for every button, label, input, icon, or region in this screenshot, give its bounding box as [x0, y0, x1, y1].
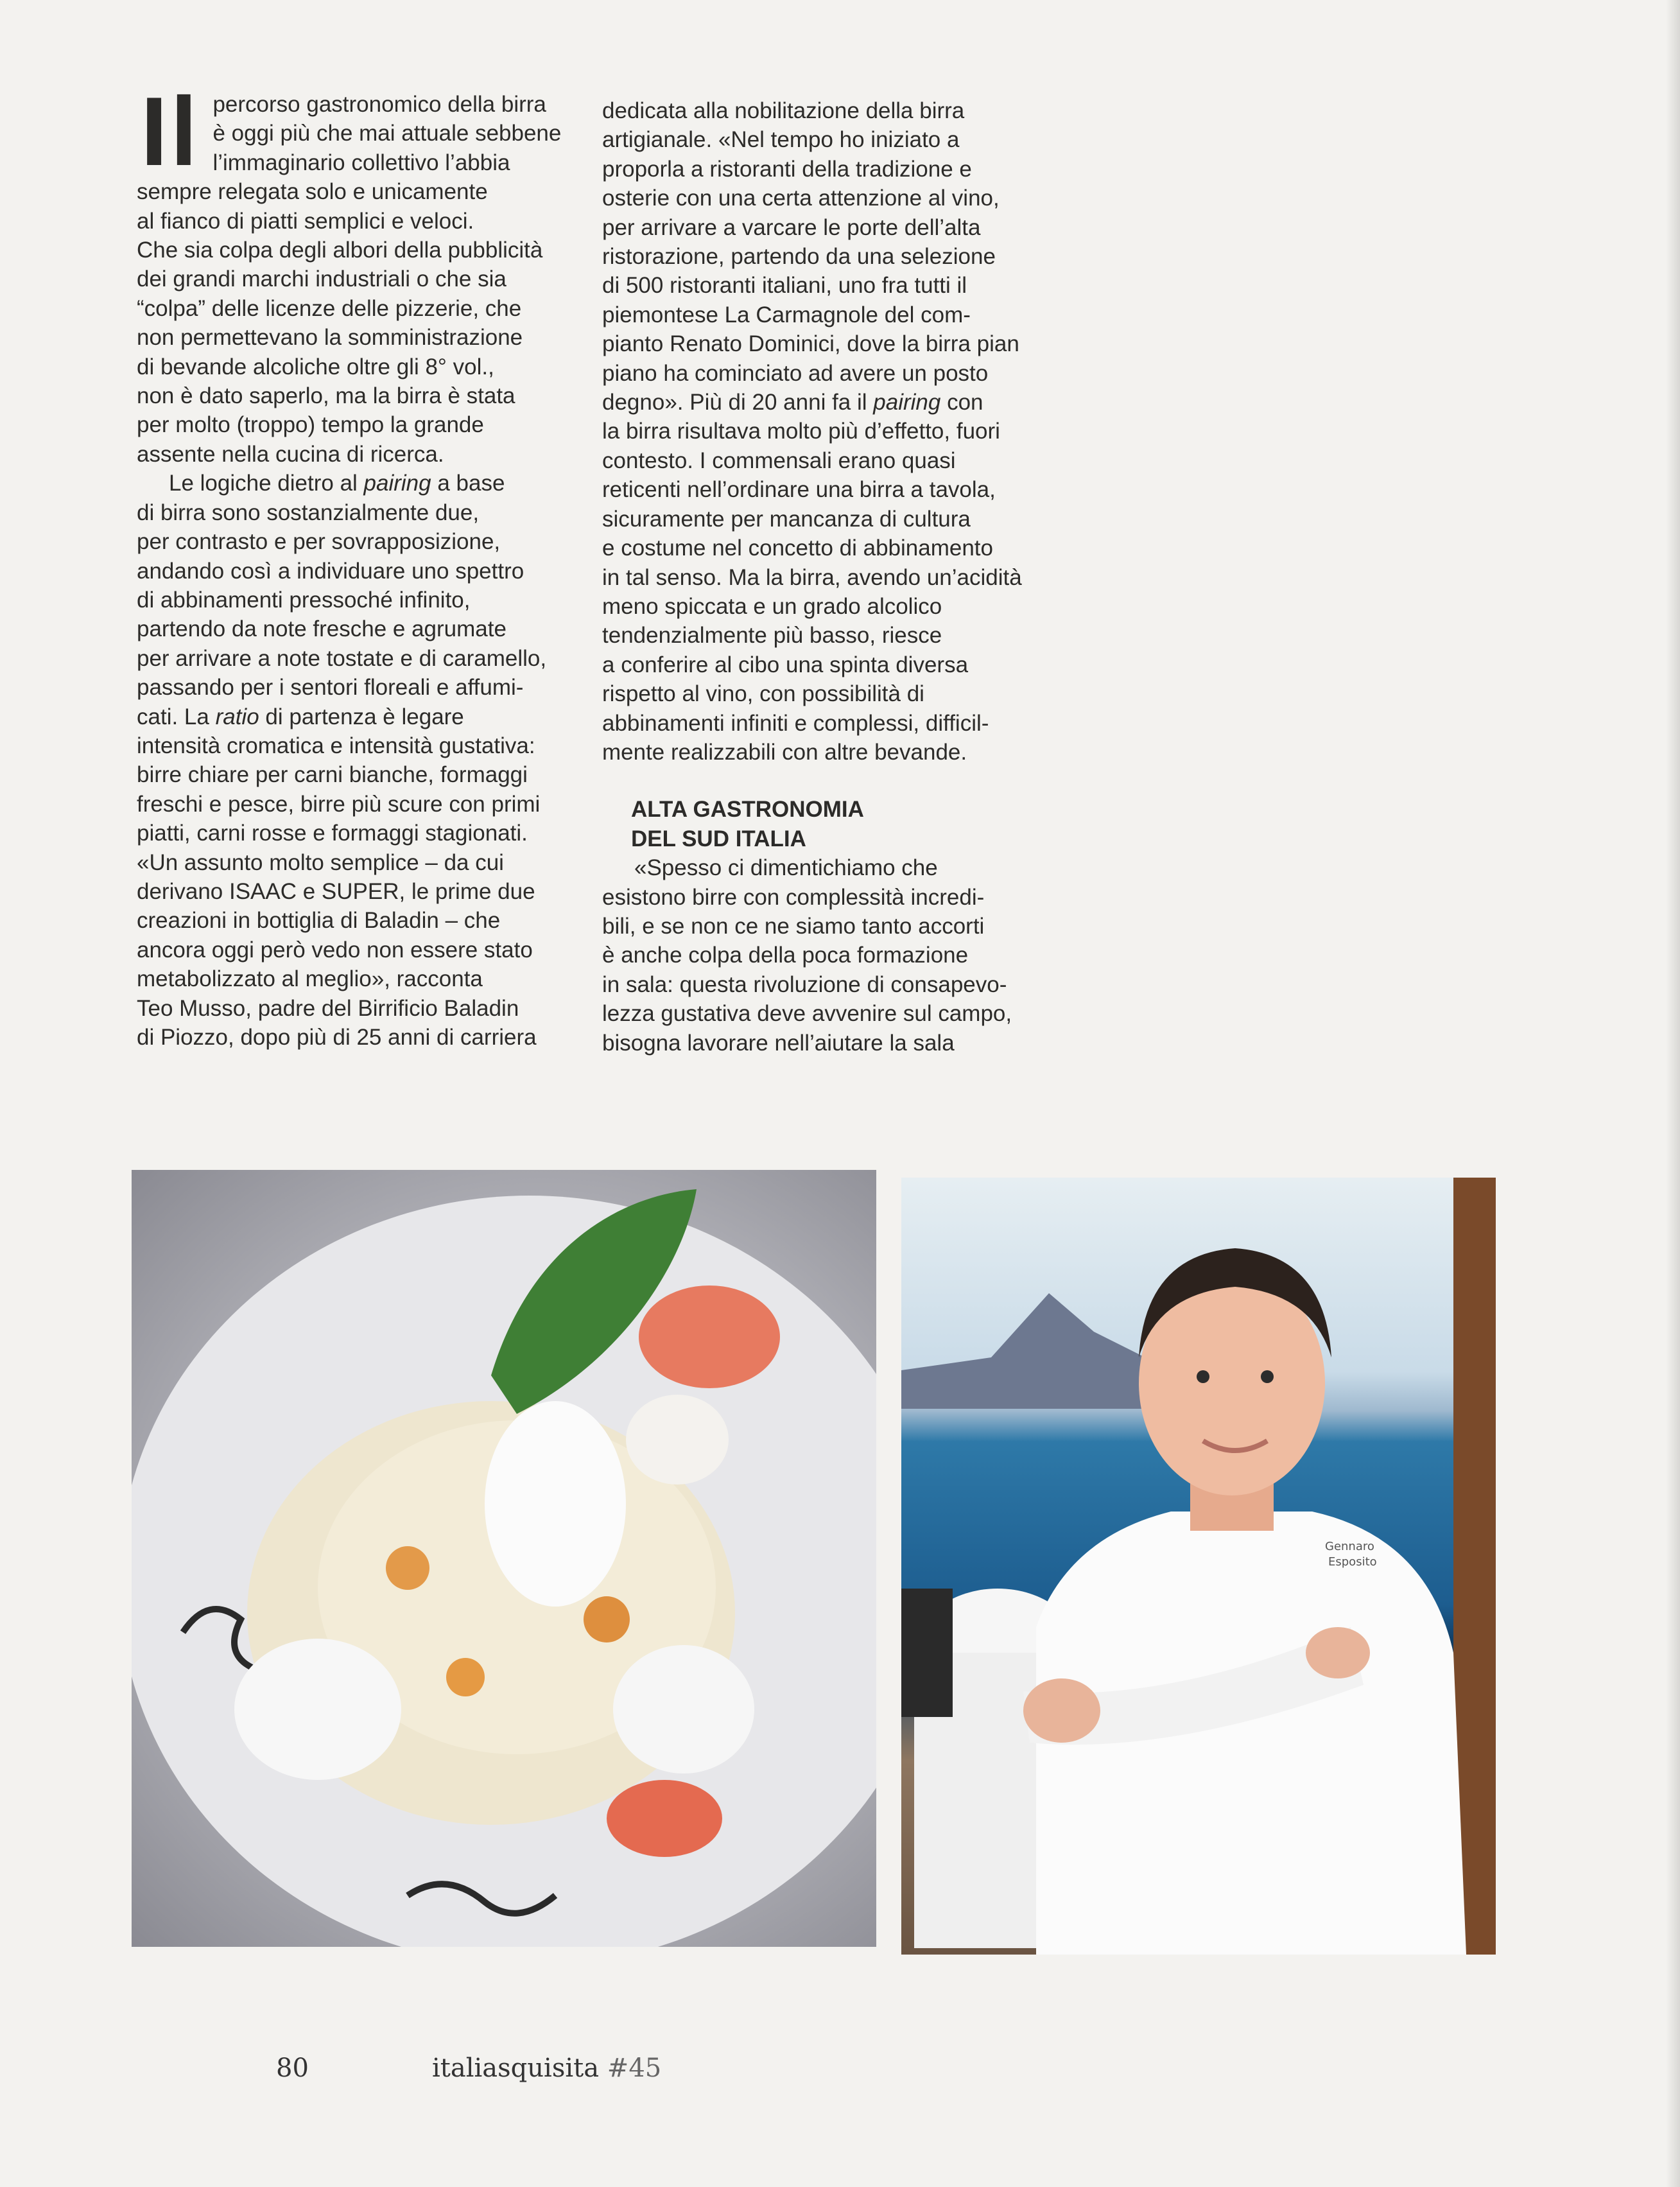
paragraph-continued: [602, 96, 1045, 767]
text-line: intensità cromatica e intensità gustativa:: [137, 733, 535, 758]
text-line: tendenzialmente più basso, riesce: [602, 623, 942, 649]
text-line: in tal senso. Ma la birra, avendo un’acidità: [602, 564, 1022, 590]
text-line: assente nella cucina di ricerca.: [137, 441, 444, 467]
paragraph-south-italy: [602, 853, 1045, 1058]
issue-number: #45: [607, 2053, 662, 2083]
heading-line: ALTA GASTRONOMIA: [631, 797, 864, 823]
text-line: abbinamenti infiniti e complessi, difficil-: [602, 710, 989, 736]
text-line: derivano ISAAC e SUPER, le prime due: [137, 878, 535, 904]
text-line: la birra risultava molto più d’effetto, fuori: [602, 419, 1000, 444]
article-column-2: [602, 96, 1045, 1058]
text-line: pianto Renato Dominici, dove la birra pian: [602, 331, 1019, 357]
risotto-dish-photo: [132, 1170, 876, 1947]
text-line: per arrivare a varcare le porte dell’alta: [602, 214, 981, 240]
heading-line: DEL SUD ITALIA: [631, 826, 806, 851]
text-line: dei grandi marchi industriali o che sia: [137, 266, 507, 292]
text-line: per molto (troppo) tempo la grande: [137, 412, 484, 438]
text-line: di Piozzo, dopo più di 25 anni di carriera: [137, 1025, 537, 1050]
text-line: Le logiche dietro al pairing a base: [169, 471, 505, 496]
text-line: artigianale. «Nel tempo ho iniziato a: [602, 127, 960, 153]
text-line: di 500 ristoranti italiani, uno fra tutti il: [602, 273, 967, 299]
text-line: piano ha cominciato ad avere un posto: [602, 360, 989, 386]
text-line: a conferire al cibo una spinta diversa: [602, 652, 969, 677]
magazine-name: italiasquisita: [432, 2053, 600, 2083]
text-line: bisogna lavorare nell’aiutare la sala: [602, 1030, 955, 1056]
text-line: in sala: questa rivoluzione di consapevo-: [602, 972, 1007, 997]
text-line: piemontese La Carmagnole del com-: [602, 302, 971, 327]
text-line: dedicata alla nobilitazione della birra: [602, 98, 965, 123]
text-line: sempre relegata solo e unicamente: [137, 179, 488, 205]
text-line: esistono birre con complessità incredi-: [602, 884, 985, 910]
page-number: 80: [276, 2053, 309, 2083]
chef-portrait-photo: [901, 1178, 1496, 1955]
text-line: è anche colpa della poca formazione: [602, 943, 969, 968]
section-heading: [602, 795, 1045, 853]
article-column-1: [137, 77, 580, 1052]
paragraph-pairing: [137, 469, 580, 1052]
text-line: percorso gastronomico della birra: [212, 92, 546, 117]
text-line: di birra sono sostanzialmente due,: [137, 500, 480, 525]
text-line: rispetto al vino, con possibilità di: [602, 681, 924, 707]
text-line: mente realizzabili con altre bevande.: [602, 739, 967, 765]
text-line: non è dato saperlo, ma la birra è stata: [137, 383, 515, 409]
text-line: ristorazione, partendo da una selezione: [602, 244, 996, 270]
text-line: di bevande alcoliche oltre gli 8° vol.,: [137, 354, 494, 379]
text-line: “colpa” delle licenze delle pizzerie, che: [137, 295, 522, 321]
text-line: creazioni in bottiglia di Baladin – che: [137, 908, 501, 934]
text-line: contesto. I commensali erano quasi: [602, 448, 956, 473]
text-line: ancora oggi però vedo non essere stato: [137, 937, 533, 963]
text-line: osterie con una certa attenzione al vino,: [602, 186, 1000, 211]
paragraph-intro: [137, 77, 580, 469]
drop-cap: Il: [141, 77, 200, 186]
text-line: reticenti nell’ordinare una birra a tavola,: [602, 477, 996, 503]
chef-illustration: [901, 1178, 1496, 1955]
text-line: è oggi più che mai attuale sebbene: [212, 121, 562, 146]
text-line: metabolizzato al meglio», racconta: [137, 966, 483, 992]
text-line: non permettevano la somministrazione: [137, 325, 523, 351]
dish-illustration: [132, 1170, 876, 1947]
text-line: degno». Più di 20 anni fa il pairing con: [602, 390, 983, 415]
text-line: birre chiare per carni bianche, formaggi: [137, 762, 528, 788]
text-line: proporla a ristoranti della tradizione e: [602, 156, 972, 182]
text-line: lezza gustativa deve avvenire sul campo,: [602, 1001, 1012, 1027]
text-line: l’immaginario collettivo l’abbia: [212, 150, 510, 175]
text-line: di abbinamenti pressoché infinito,: [137, 587, 471, 613]
text-line: cati. La ratio di partenza è legare: [137, 704, 464, 729]
text-line: freschi e pesce, birre più scure con primi: [137, 791, 541, 817]
text-line: piatti, carni rosse e formaggi stagionati.: [137, 821, 528, 846]
text-line: per arrivare a note tostate e di caramello,: [137, 645, 547, 671]
magazine-footer: [432, 2053, 661, 2083]
text-line: sicuramente per mancanza di cultura: [602, 506, 971, 532]
chef-name-embroidery: Esposito: [1328, 1555, 1377, 1569]
page-edge-shadow: [1666, 0, 1680, 2187]
text-line: «Spesso ci dimentichiamo che: [634, 855, 938, 881]
text-line: «Un assunto molto semplice – da cui: [137, 850, 504, 875]
text-line: partendo da note fresche e agrumate: [137, 616, 507, 642]
text-line: meno spiccata e un grado alcolico: [602, 593, 942, 619]
text-line: bili, e se non ce ne siamo tanto accorti: [602, 913, 985, 939]
chef-name-embroidery: Gennaro: [1325, 1540, 1374, 1553]
text-line: passando per i sentori floreali e affumi-: [137, 675, 524, 701]
text-line: per contrasto e per sovrapposizione,: [137, 529, 501, 555]
text-line: al fianco di piatti semplici e veloci.: [137, 208, 474, 234]
text-line: Che sia colpa degli albori della pubblicità: [137, 238, 543, 263]
text-line: andando così a individuare uno spettro: [137, 558, 524, 584]
text-line: e costume nel concetto di abbinamento: [602, 536, 993, 561]
text-line: Teo Musso, padre del Birrificio Baladin: [137, 995, 519, 1021]
